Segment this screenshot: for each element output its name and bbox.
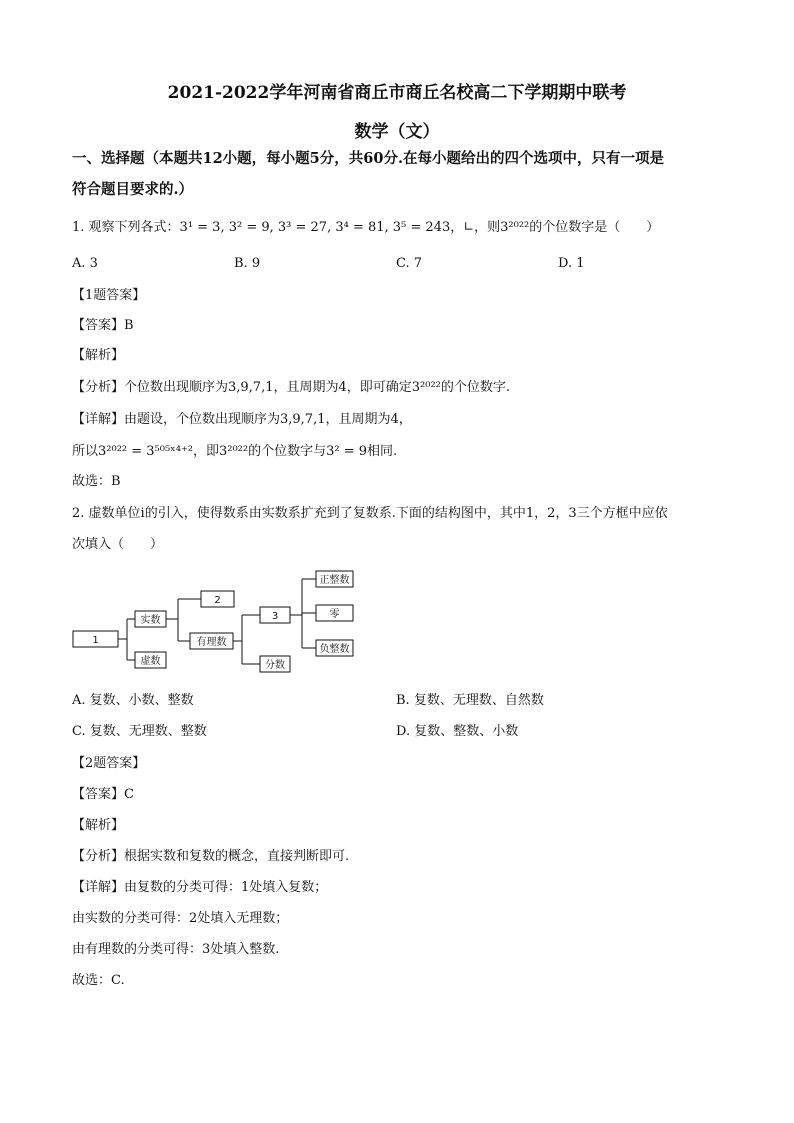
q2-line-real: 由实数的分类可得：2处填入无理数； <box>72 911 289 926</box>
q1-fenxi: 【分析】个位数出现顺序为3,9,7,1，且周期为4，即可确定3²⁰²²的个位数字. <box>72 380 511 395</box>
q1-option-d: D. 1 <box>558 256 585 271</box>
q2-answer: 【答案】C <box>72 787 134 802</box>
q2-line-rational: 由有理数的分类可得：3处填入整数. <box>72 942 280 957</box>
q1-option-c: C. 7 <box>396 256 423 271</box>
document-title: 2021-2022学年河南省商丘市商丘名校高二下学期期中联考 <box>167 83 627 103</box>
q1-choose: 故选：B <box>72 474 121 489</box>
q2-xiangjie: 【详解】由复数的分类可得：1处填入复数； <box>72 880 328 895</box>
q1-prefix: 1. 观察下列各式： <box>72 220 180 235</box>
label-box-1: 1 <box>92 635 99 646</box>
q1-equations: 3¹ = 3, 3² = 9, 3³ = 27, 3⁴ = 81, 3⁵ = 243，∟， <box>179 220 488 235</box>
label-box-2: 2 <box>214 595 221 606</box>
q2-answer-heading: 【2题答案】 <box>72 756 146 771</box>
q1-stem <box>72 219 659 237</box>
label-negative-integer: 负整数 <box>319 644 350 655</box>
q2-option-b: B. 复数、无理数、自然数 <box>396 693 544 708</box>
q2-option-c: C. 复数、无理数、整数 <box>72 724 207 739</box>
label-positive-integer: 正整数 <box>319 575 350 586</box>
label-rational: 有理数 <box>196 637 227 648</box>
section-heading-line1: 一、选择题（本题共12小题，每小题5分，共60分.在每小题给出的四个选项中，只有一项是 <box>72 150 664 167</box>
q1-option-a: A. 3 <box>72 256 98 271</box>
label-fraction: 分数 <box>265 660 285 671</box>
document-subtitle: 数学（文） <box>354 122 440 142</box>
q2-fenxi: 【分析】根据实数和复数的概念，直接判断即可. <box>72 849 350 864</box>
number-system-diagram <box>70 566 370 678</box>
q1-analysis-heading: 【解析】 <box>72 348 125 363</box>
label-box-3: 3 <box>271 611 279 622</box>
label-imaginary: 虚数 <box>140 656 161 667</box>
q2-analysis-heading: 【解析】 <box>72 818 125 833</box>
q2-stem-line2: 次填入（ ） <box>72 537 164 552</box>
q2-choose: 故选：C. <box>72 973 125 988</box>
label-real: 实数 <box>140 615 161 626</box>
q1-option-b: B. 9 <box>234 256 261 271</box>
q1-stem-end: 则3²⁰²²的个位数字是（ ） <box>487 220 660 235</box>
q1-xiangjie: 【详解】由题设，个位数出现顺序为3,9,7,1，且周期为4， <box>72 412 412 427</box>
section-heading-line2: 符合题目要求的.） <box>72 181 194 198</box>
q1-answer-heading: 【1题答案】 <box>72 288 146 303</box>
q2-option-a: A. 复数、小数、整数 <box>72 693 194 708</box>
label-zero: 零 <box>329 609 340 620</box>
q1-therefore: 所以3²⁰²² = 3⁵⁰⁵ˣ⁴⁺²，即3²⁰²²的个位数字与3² = 9相同. <box>72 444 398 459</box>
q1-answer: 【答案】B <box>72 318 134 333</box>
q2-stem-line1: 2. 虚数单位i的引入，使得数系由实数系扩充到了复数系.下面的结构图中，其中1，2，3三个方框中应依 <box>72 506 668 521</box>
q2-option-d: D. 复数、整数、小数 <box>396 724 519 739</box>
